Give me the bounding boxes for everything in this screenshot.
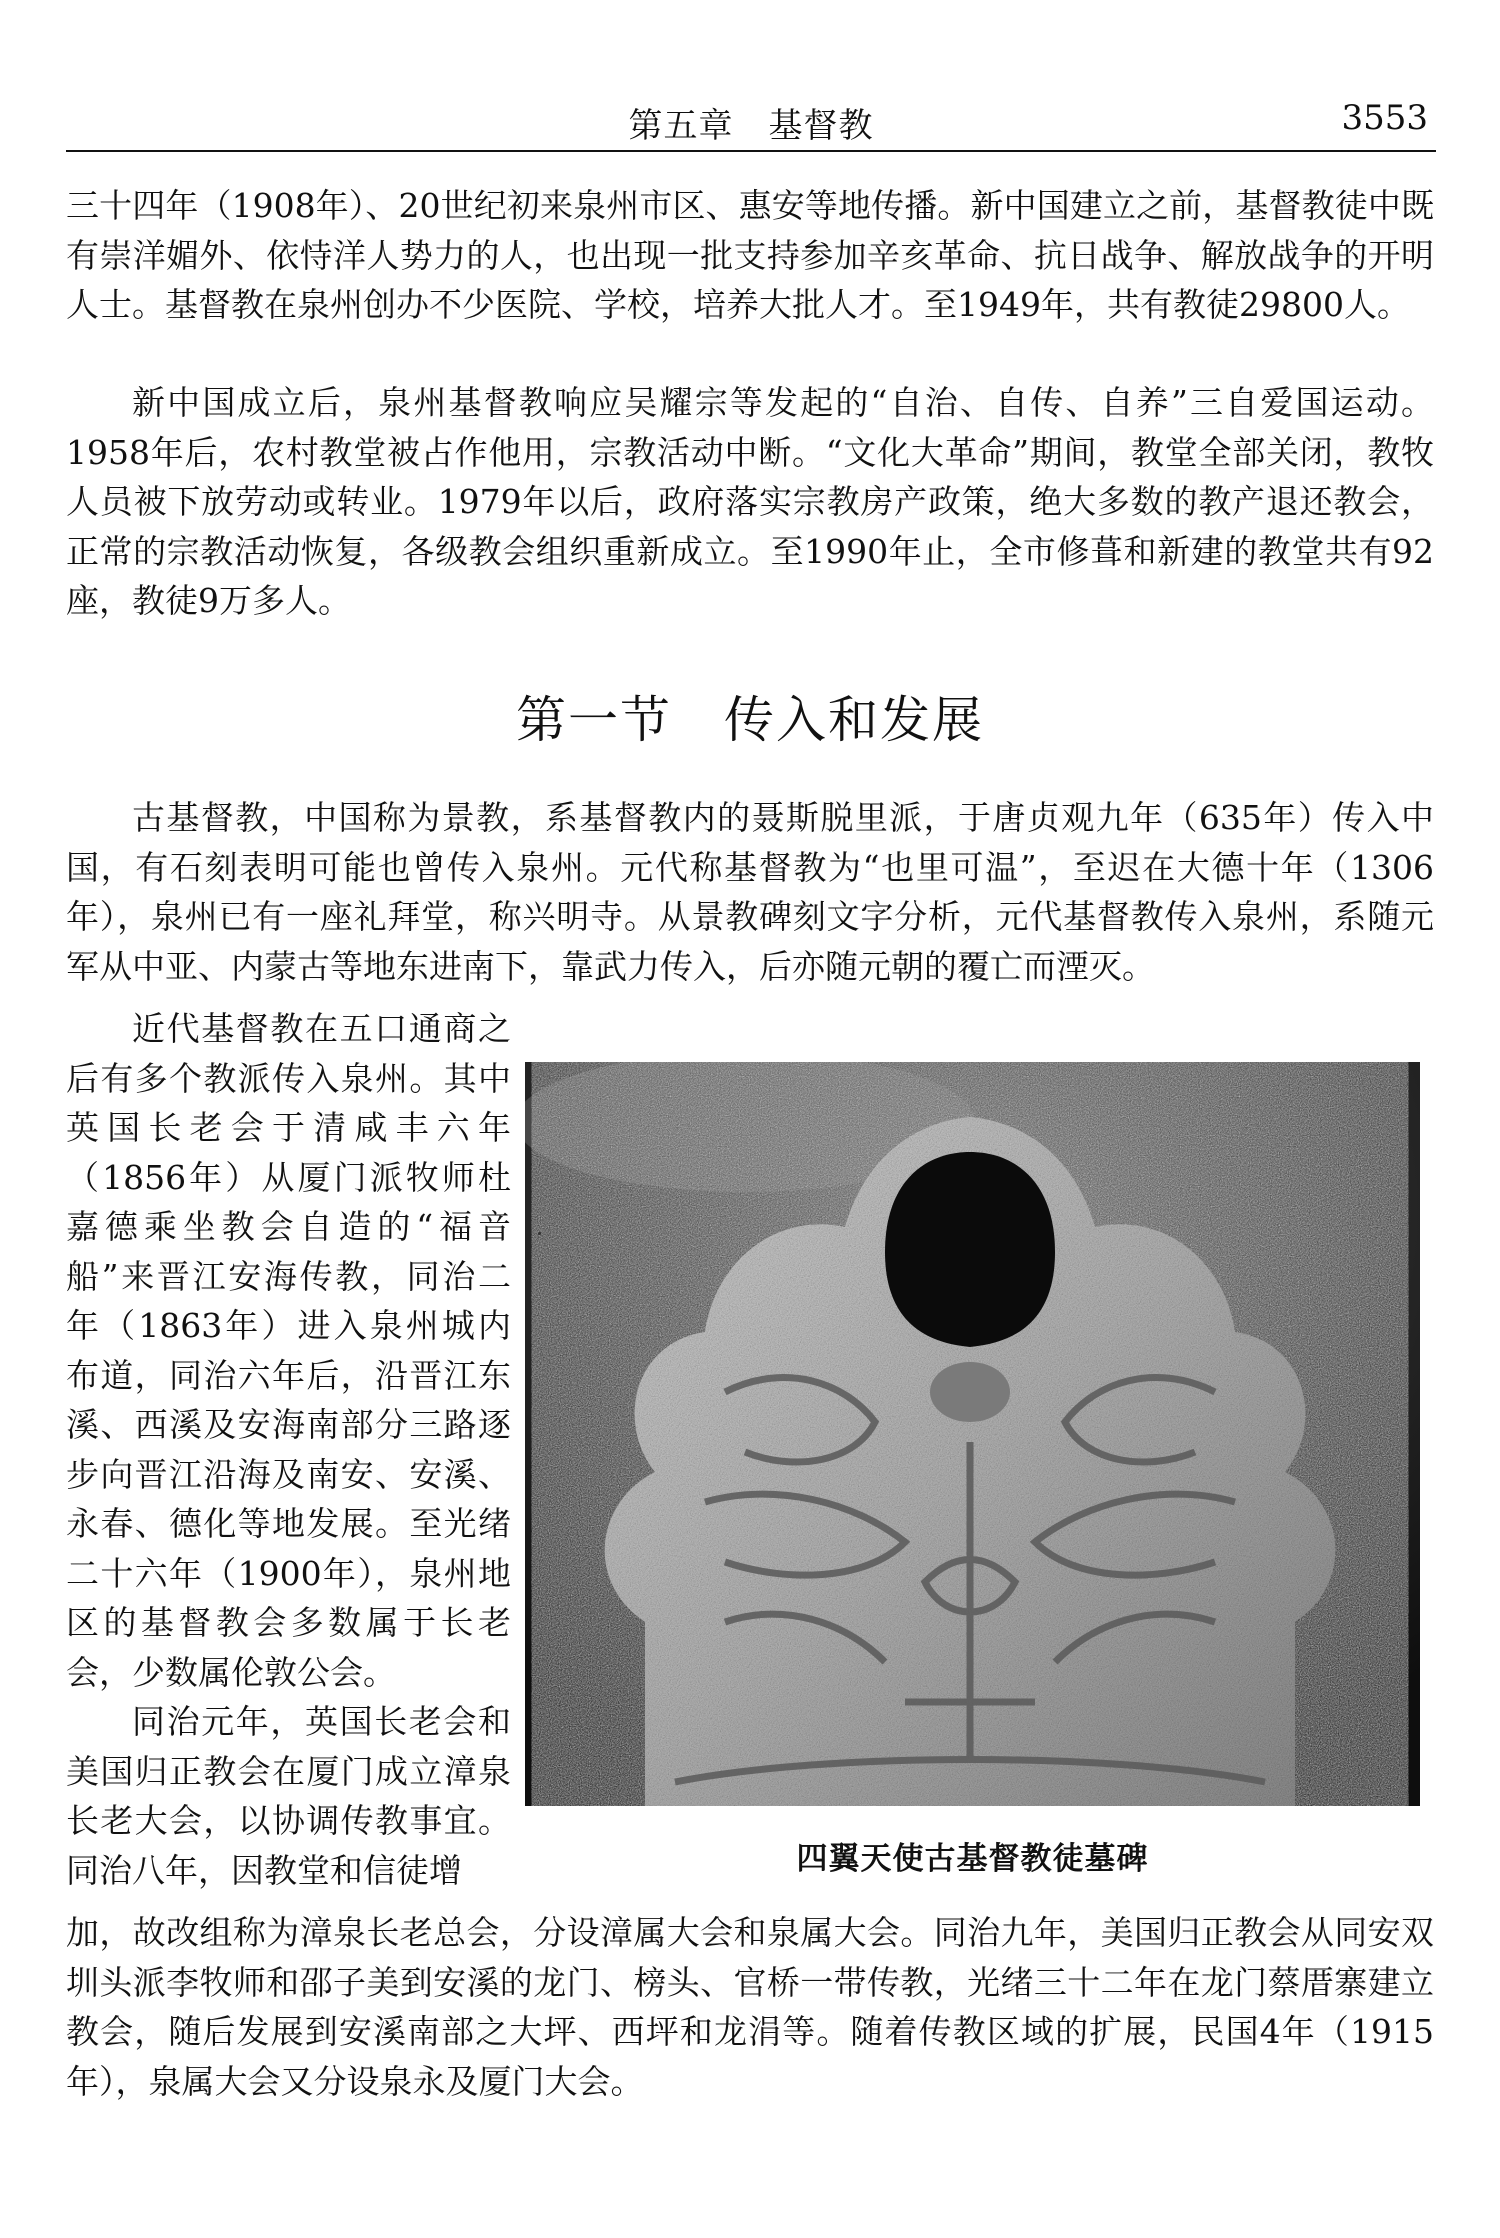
chapter-title: 第五章 基督教 (628, 106, 874, 146)
dark-recess (885, 1152, 1055, 1347)
tombstone-photo (525, 1062, 1420, 1806)
print-speck (538, 1232, 541, 1235)
paragraph-5-start: 同治元年，英国长老会和美国归正教会在厦门成立漳泉长老大会，以协调传教事宜。同治八年，因教堂和信徒增 (66, 1702, 511, 1890)
page-number: 3553 (1341, 98, 1428, 138)
paragraph-1: 三十四年（1908年）、20世纪初来泉州市区、惠安等地传播。新中国建立之前，基督教徒中既有崇洋媚外、依恃洋人势力的人，也出现一批支持参加辛亥革命、抗日战争、解放战争的开明人士。基督教在泉州创办不少医院、学校，培养大批人才。至1949年，共有教徒29800人。 (66, 186, 1434, 324)
paragraph-4: 近代基督教在五口通商之后有多个教派传入泉州。其中英国长老会于清咸丰六年（1856年）从厦门派牧师杜嘉德乘坐教会自造的“福音船”来晋江安海传教，同治二年（1863年）进入泉州城内布道，同治六年后，沿晋江东溪、西溪及安海南部分三路逐步向晋江沿海及南安、安溪、永春、德化等地发展。至光绪二十六年（1900年），泉州地区的基督教会多数属于长老会，少数属伦敦公会。 (66, 1009, 511, 1692)
running-head (66, 92, 1436, 152)
wrapped-text-column (66, 1004, 511, 1895)
section-heading: 第一节 传入和发展 (516, 691, 984, 749)
paragraph-2: 新中国成立后，泉州基督教响应吴耀宗等发起的“自治、自传、自养”三自爱国运动。1958年后，农村教堂被占作他用，宗教活动中断。“文化大革命”期间，教堂全部关闭，教牧人员被下放劳动或转业。1979年以后，政府落实宗教房产政策，绝大多数的教产退还教会，正常的宗教活动恢复，各级教会组织重新成立。至1990年止，全市修葺和新建的教堂共有92座，教徒9万多人。 (66, 383, 1434, 620)
paragraph-3: 古基督教，中国称为景教，系基督教内的聂斯脱里派，于唐贞观九年（635年）传入中国，有石刻表明可能也曾传入泉州。元代称基督教为“也里可温”，至迟在大德十年（1306年），泉州已有一座礼拜堂，称兴明寺。从景教碑刻文字分析，元代基督教传入泉州，系随元军从中亚、内蒙古等地东进南下，靠武力传入，后亦随元朝的覆亡而湮灭。 (66, 798, 1434, 986)
figure-caption: 四翼天使古基督教徒墓碑 (796, 1841, 1149, 1877)
paragraph-5-continued: 加，故改组称为漳泉长老总会，分设漳属大会和泉属大会。同治九年，美国归正教会从同安双圳头派李牧师和邵子美到安溪的龙门、榜头、官桥一带传教，光绪三十二年在龙门蔡厝寨建立教会，随后发展到安溪南部之大坪、西坪和龙涓等。随着传教区域的扩展，民国4年（1915年），泉属大会又分设泉永及厦门大会。 (66, 1913, 1434, 2101)
angel-head (930, 1362, 1010, 1422)
tombstone-illustration (525, 1062, 1420, 1806)
